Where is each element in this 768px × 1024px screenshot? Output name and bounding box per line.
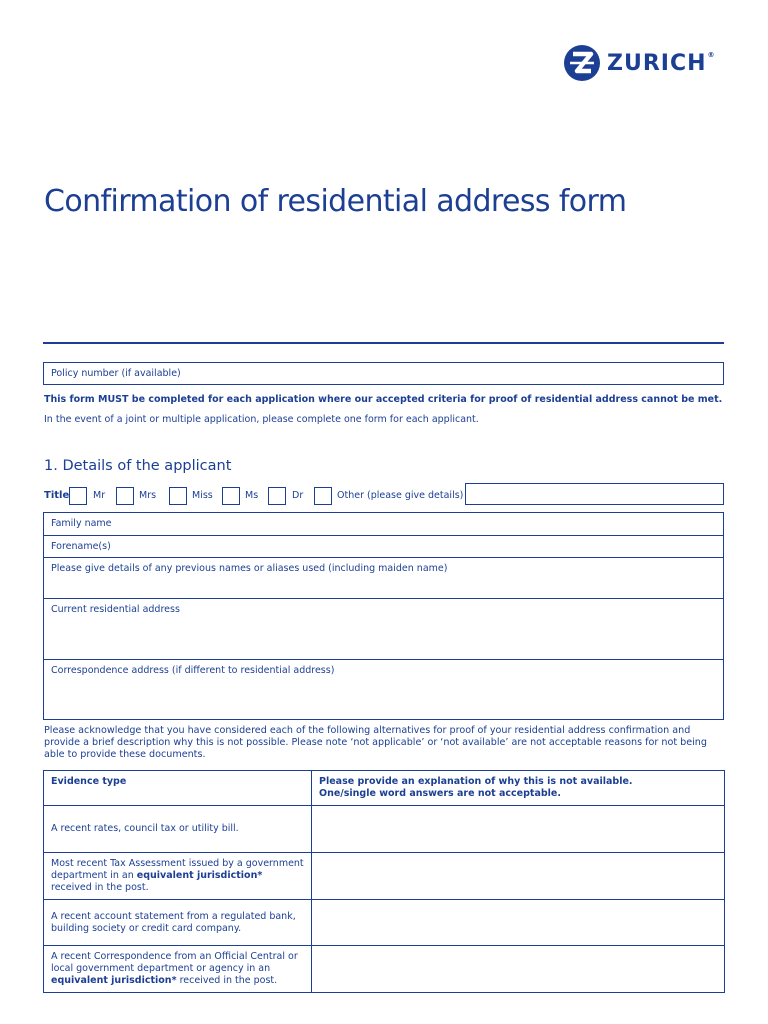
joint-application-note: In the event of a joint or multiple application, please complete one form for each applicant.	[44, 414, 479, 425]
page-title: Confirmation of residential address form	[44, 184, 627, 219]
evidence-type-cell: A recent Correspondence from an Official Central or local government department or agency in an equivalent jurisdiction* received in the post.	[44, 946, 312, 993]
checkbox-dr-label: Dr	[292, 490, 304, 501]
explanation-input-cell[interactable]	[312, 806, 725, 853]
checkbox-mrs-label: Mrs	[139, 490, 157, 501]
evidence-type-cell: Most recent Tax Assessment issued by a government department in an equivalent jurisdiction* received in the post.	[44, 853, 312, 900]
evidence-table	[43, 770, 725, 993]
checkbox-mrs[interactable]	[116, 487, 134, 505]
policy-number-field[interactable]	[43, 362, 724, 385]
family-name-label: Family name	[51, 518, 112, 529]
correspondence-address-label: Correspondence address (if different to residential address)	[51, 665, 335, 676]
explanation-header-line2: One/single word answers are not acceptable.	[319, 788, 561, 799]
checkbox-other-label: Other (please give details)	[337, 490, 464, 501]
checkbox-ms-label: Ms	[245, 490, 259, 501]
table-row	[44, 900, 725, 946]
correspondence-address-field[interactable]	[43, 659, 724, 720]
policy-number-label: Policy number (if available)	[51, 368, 181, 379]
evidence-type-cell: A recent account statement from a regulated bank, building society or credit card company.	[44, 900, 312, 946]
checkbox-mr[interactable]	[69, 487, 87, 505]
checkbox-dr[interactable]	[268, 487, 286, 505]
checkbox-other[interactable]	[314, 487, 332, 505]
explanation-header	[312, 771, 725, 806]
evidence-type-header: Evidence type	[44, 771, 312, 806]
forenames-field[interactable]	[43, 535, 724, 558]
current-address-field[interactable]	[43, 598, 724, 660]
zurich-z-logo-icon	[563, 44, 601, 82]
table-row	[44, 946, 725, 993]
checkbox-ms[interactable]	[222, 487, 240, 505]
brand-name: ZURICH®	[607, 50, 716, 76]
explanation-input-cell[interactable]	[312, 853, 725, 900]
evidence-type-cell: A recent rates, council tax or utility bill.	[44, 806, 312, 853]
previous-names-label: Please give details of any previous names or aliases used (including maiden name)	[51, 563, 448, 574]
checkbox-miss[interactable]	[169, 487, 187, 505]
previous-names-field[interactable]	[43, 557, 724, 599]
current-address-label: Current residential address	[51, 604, 180, 615]
acknowledge-paragraph: Please acknowledge that you have considered each of the following alternatives for proof of your residential address confirmation and provide a brief description why this is not possible. Please note ‘not applicable’ or ‘not available’ are not acceptable reasons for not being able to provide these documents.	[44, 725, 707, 760]
evidence-header-row	[44, 771, 725, 806]
explanation-header-line1: Please provide an explanation of why this is not available.	[319, 776, 633, 787]
title-label: Title	[44, 490, 70, 501]
forenames-label: Forename(s)	[51, 541, 111, 552]
checkbox-mr-label: Mr	[93, 490, 106, 501]
title-row	[44, 486, 724, 506]
must-complete-notice: This form MUST be completed for each application where our accepted criteria for proof of residential address cannot be met.	[44, 394, 723, 405]
section-1-heading: 1. Details of the applicant	[44, 458, 232, 474]
title-divider	[43, 342, 724, 344]
checkbox-miss-label: Miss	[192, 490, 213, 501]
other-title-details-field[interactable]	[465, 483, 724, 505]
family-name-field[interactable]	[43, 512, 724, 536]
explanation-input-cell[interactable]	[312, 900, 725, 946]
table-row	[44, 806, 725, 853]
table-row	[44, 853, 725, 900]
zurich-logo	[563, 44, 716, 82]
explanation-input-cell[interactable]	[312, 946, 725, 993]
